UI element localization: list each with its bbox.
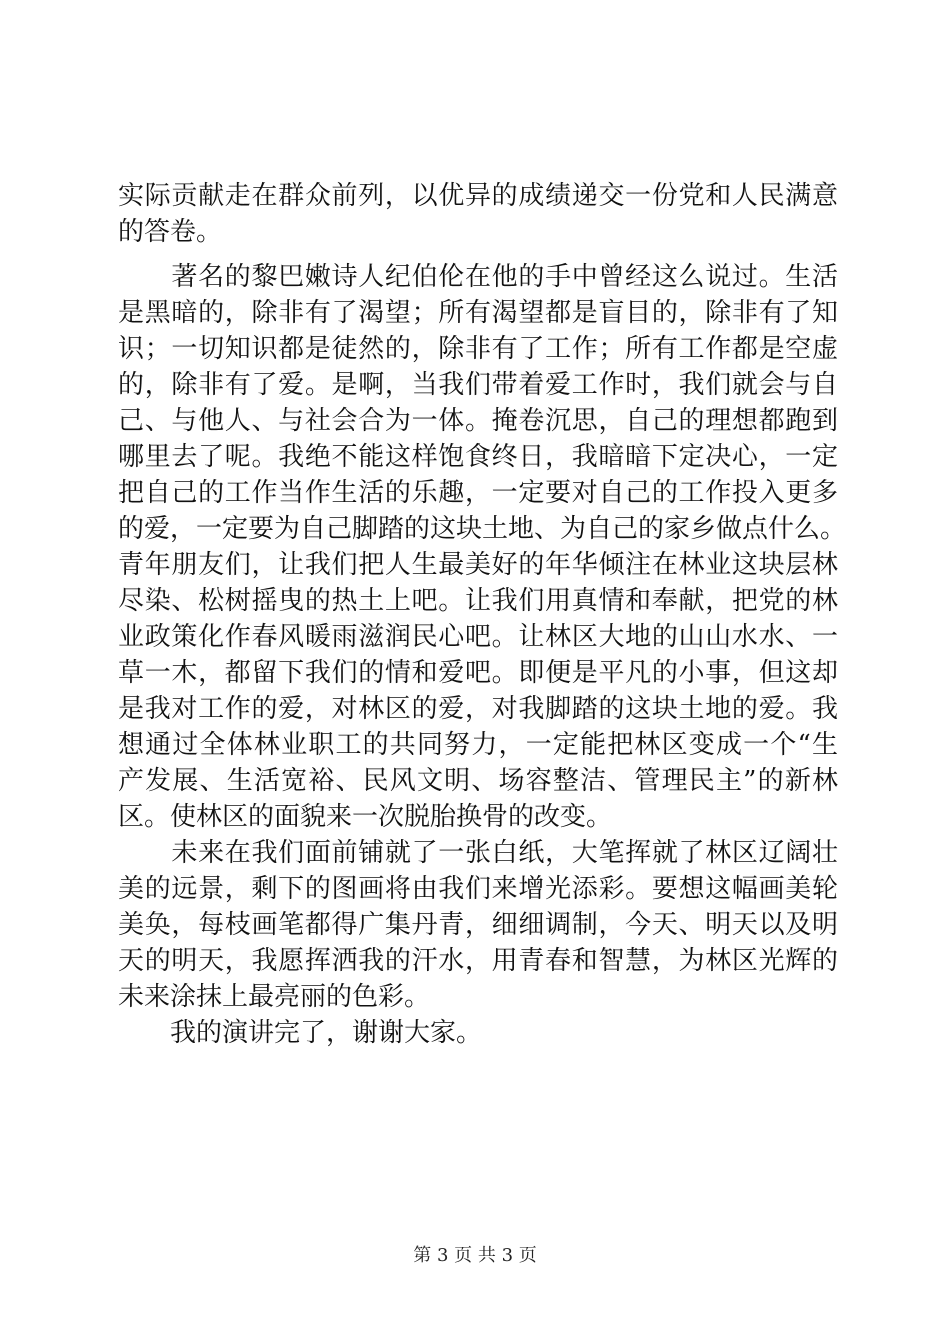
text-line: 未来涂抹上最亮丽的色彩。 <box>118 982 431 1012</box>
text-line: 是我对工作的爱，对林区的爱，对我脚踏的这块土地的爱。我 <box>118 694 838 724</box>
text-line: 业政策化作春风暖雨滋润民心吧。让林区大地的山山水水、一 <box>118 622 838 652</box>
text-line: 天的明天，我愿挥洒我的汗水，用青春和智慧，为林区光辉的 <box>118 946 838 976</box>
text-line: 美奂，每枝画笔都得广集丹青，细细调制，今天、明天以及明 <box>118 910 838 940</box>
text-line: 我的演讲完了，谢谢大家。 <box>118 1018 483 1048</box>
text-line: 实际贡献走在群众前列，以优异的成绩递交一份党和人民满意 <box>118 181 838 211</box>
text-line: 是黑暗的，除非有了渴望；所有渴望都是盲目的，除非有了知 <box>118 298 838 328</box>
text-line: 识；一切知识都是徒然的，除非有了工作；所有工作都是空虚 <box>118 334 838 364</box>
text-line: 著名的黎巴嫩诗人纪伯伦在他的手中曾经这么说过。生活 <box>118 262 838 292</box>
page-footer: 第 3 页 共 3 页 <box>413 1245 537 1266</box>
text-line: 哪里去了呢。我绝不能这样饱食终日，我暗暗下定决心，一定 <box>118 442 838 472</box>
text-line: 把自己的工作当作生活的乐趣，一定要对自己的工作投入更多 <box>118 478 838 508</box>
text-line: 的答卷。 <box>118 217 223 247</box>
text-line: 想通过全体林业职工的共同努力，一定能把林区变成一个“生 <box>118 730 838 760</box>
text-line: 尽染、松树摇曳的热土上吧。让我们用真情和奉献，把党的林 <box>118 586 838 616</box>
text-line: 己、与他人、与社会合为一体。掩卷沉思，自己的理想都跑到 <box>118 406 838 436</box>
text-line: 区。使林区的面貌来一次脱胎换骨的改变。 <box>118 802 613 832</box>
text-line: 的，除非有了爱。是啊，当我们带着爱工作时，我们就会与自 <box>118 370 838 400</box>
text-line: 产发展、生活宽裕、民风文明、场容整洁、管理民主”的新林 <box>118 766 838 796</box>
text-line: 美的远景，剩下的图画将由我们来增光添彩。要想这幅画美轮 <box>118 874 838 904</box>
text-line: 未来在我们面前铺就了一张白纸，大笔挥就了林区辽阔壮 <box>118 838 838 868</box>
text-line: 青年朋友们，让我们把人生最美好的年华倾注在林业这块层林 <box>118 550 838 580</box>
text-line: 的爱，一定要为自己脚踏的这块土地、为自己的家乡做点什么。 <box>118 514 847 544</box>
text-line: 草一木，都留下我们的情和爱吧。即便是平凡的小事，但这却 <box>118 658 838 688</box>
